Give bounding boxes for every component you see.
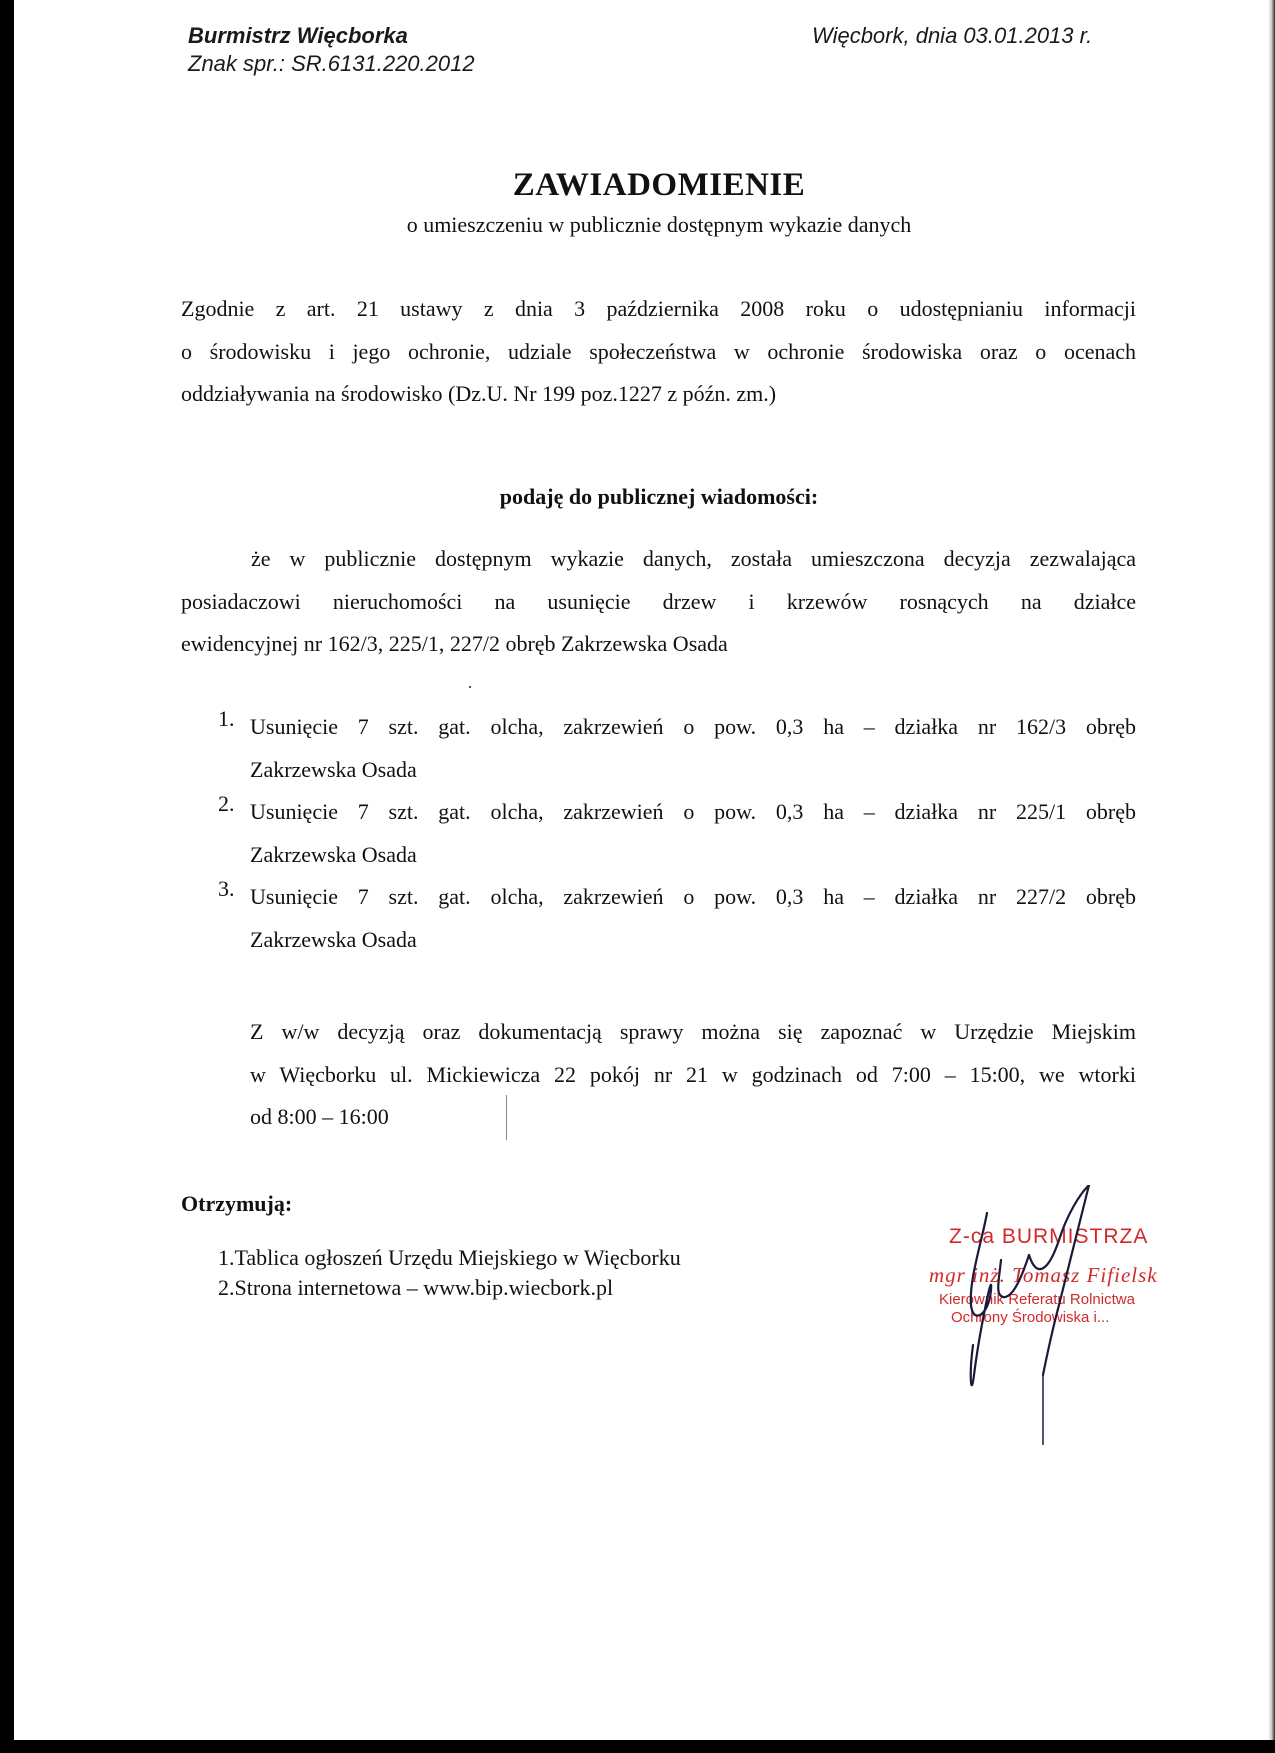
decision-line: ewidencyjnej nr 162/3, 225/1, 227/2 obręb Zakrzewska Osada [181, 631, 728, 656]
issuer-name: Burmistrz Więcborka [188, 23, 408, 48]
list-item-text: Zakrzewska Osada [250, 926, 417, 952]
recipient-item [218, 1275, 613, 1301]
recipient-text: Tablica ogłoszeń Urzędu Miejskiego w Więcborku [234, 1245, 681, 1270]
place-and-date: Więcbork, dnia 03.01.2013 r. [812, 23, 1093, 48]
info-line: Z w/w decyzją oraz dokumentacją sprawy można się zapoznać w Urzędzie Miejskim [250, 1019, 1136, 1044]
list-item-text: Usunięcie 7 szt. gat. olcha, zakrzewień o pow. 0,3 ha – działka nr 162/3 obręb [250, 714, 1136, 739]
list-item-text: Zakrzewska Osada [250, 756, 417, 782]
document-subtitle: o umieszczeniu w publicznie dostępnym wykazie danych [406, 212, 912, 237]
info-line: w Więcborku ul. Mickiewicza 22 pokój nr 21 w godzinach od 7:00 – 15:00, we wtorki [250, 1061, 1136, 1087]
info-paragraph [250, 1011, 1136, 1139]
document-title: ZAWIADOMIENIE [512, 167, 806, 203]
decision-paragraph [181, 538, 1136, 666]
legal-basis-line: o środowisku i jego ochronie, udziale społeczeństwa w ochronie środowiska oraz o ocenach [181, 338, 1136, 364]
list-item-text: Usunięcie 7 szt. gat. olcha, zakrzewień o pow. 0,3 ha – działka nr 225/1 obręb [250, 799, 1136, 824]
legal-basis-line: Zgodnie z art. 21 ustawy z dnia 3 października 2008 roku o udostępnianiu informacji [181, 296, 1136, 321]
list-item-number: 1. [218, 706, 235, 731]
list-item-number: 2. [218, 791, 235, 816]
recipient-text: Strona internetowa – www.bip.wiecbork.pl [234, 1275, 614, 1300]
list-item-number: 3. [218, 876, 235, 901]
scan-edge [1268, 0, 1275, 1740]
handwritten-signature [929, 1185, 1099, 1445]
document-page [14, 0, 1275, 1740]
recipients-heading: Otrzymują: [181, 1191, 293, 1216]
stamp-title: Z-ca BURMISTRZA [949, 1225, 1149, 1248]
scan-mark [506, 1095, 507, 1140]
info-line: od 8:00 – 16:00 [250, 1104, 389, 1129]
list-item-text: Usunięcie 7 szt. gat. olcha, zakrzewień o pow. 0,3 ha – działka nr 227/2 obręb [250, 884, 1136, 909]
recipient-item [218, 1245, 681, 1271]
recipient-number: 2. [218, 1275, 235, 1300]
stamp-position: Kierownik Referatu Rolnictwa [939, 1291, 1135, 1308]
legal-basis-paragraph [181, 288, 1136, 416]
list-item-text: Zakrzewska Osada [250, 841, 417, 867]
case-reference: Znak spr.: SR.6131.220.2012 [188, 51, 475, 76]
stamp-department: Ochrony Środowiska i... [951, 1309, 1110, 1326]
announcement-heading: podaję do publicznej wiadomości: [499, 484, 819, 509]
scan-speck [469, 686, 471, 688]
stamp-signatory-name: mgr inż. Tomasz Fifielsk [929, 1263, 1158, 1287]
decision-line: posiadaczowi nieruchomości na usunięcie drzew i krzewów rosnących na działce [181, 588, 1136, 614]
legal-basis-line: oddziaływania na środowisko (Dz.U. Nr 199 poz.1227 z późn. zm.) [181, 381, 777, 406]
decision-line: że w publicznie dostępnym wykazie danych, została umieszczona decyzja zezwalająca [251, 546, 1136, 571]
removal-list [218, 706, 1136, 966]
recipient-number: 1. [218, 1245, 235, 1270]
